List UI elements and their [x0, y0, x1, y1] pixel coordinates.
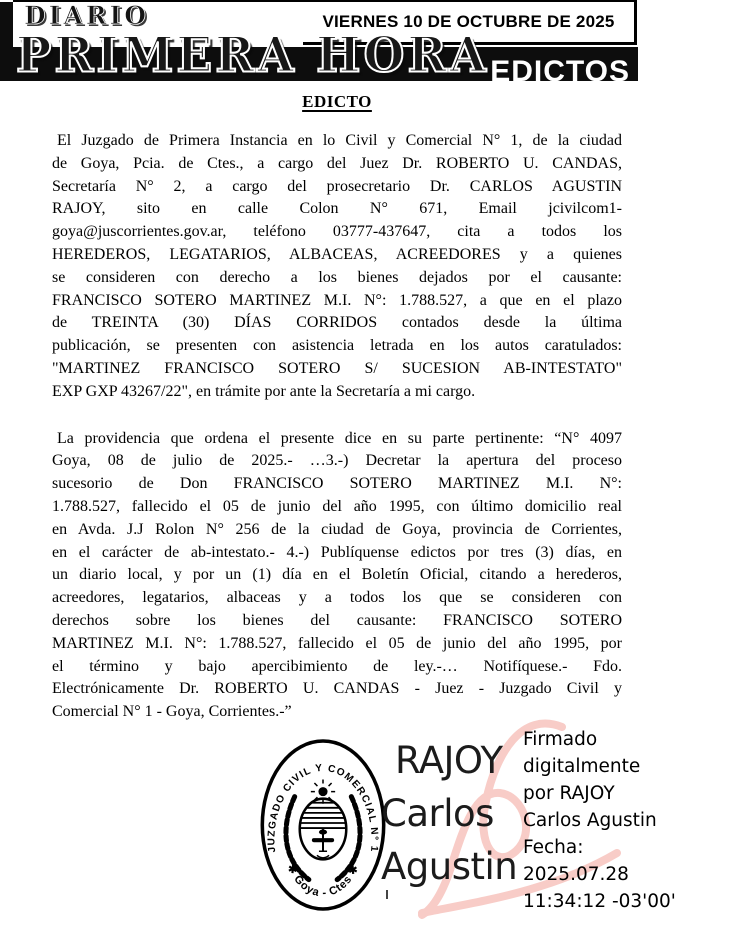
text-line: Secretaría N° 2, a cargo del prosecretario Dr. CARLOS AGUSTIN — [52, 177, 622, 195]
text-line: Firmado — [523, 729, 598, 750]
text-line: acreedores, legatarios, albaceas y a todos los que se consideren con — [52, 589, 622, 607]
newspaper-name-primera-hora: PRIMERA HORA — [16, 27, 489, 85]
issue-date: VIERNES 10 DE OCTUBRE DE 2025 — [322, 12, 615, 31]
text-line: Carlos Agustin — [523, 810, 657, 831]
edict-body — [52, 130, 622, 724]
court-seal — [258, 738, 388, 912]
text-line: publicación, se presenten con asistencia letrada en los autos caratulados: — [52, 337, 622, 355]
text-line: Electrónicamente Dr. ROBERTO U. CANDAS - Juez - Juzgado Civil y — [52, 680, 622, 698]
text-line: se consideren con derecho a los bienes dejados por el causante: — [52, 268, 622, 286]
text-line: de Goya, Pcia. de Ctes., a cargo del Juez Dr. ROBERTO U. CANDAS, — [52, 154, 622, 172]
text-line: digitalmente — [523, 756, 641, 777]
text-line: derechos sobre los bienes del causante: FRANCISCO SOTERO — [52, 611, 622, 629]
text-line: Goya, 08 de julio de 2025.- …3.-) Decretar la apertura del proceso — [52, 452, 622, 470]
text-line: sucesorio de Don FRANCISCO SOTERO MARTINEZ M.I. N°: — [52, 475, 622, 493]
text-line: Carlos — [381, 792, 494, 835]
text-line: Agustin — [381, 845, 518, 888]
text-line: en Avda. J.J Rolon N° 256 de la ciudad de Goya, provincia de Corrientes, — [52, 520, 622, 538]
text-line: 11:34:12 -03'00' — [523, 891, 676, 912]
seal-bottom-text: ✱ Goya - Ctes ✱ — [284, 862, 362, 900]
text-line: goya@juscorrientes.gov.ar, teléfono 03777-437647, cita a todos los — [52, 223, 622, 241]
text-line: RAJOY — [395, 739, 503, 782]
text-line: HEREDEROS, LEGATARIOS, ALBACEAS, ACREEDORES y a quienes — [52, 245, 622, 263]
text-line: de TREINTA (30) DÍAS CORRIDOS contados desde la última — [52, 314, 622, 332]
edict-paragraph-2 — [52, 428, 622, 724]
text-line: MARTINEZ M.I. N°: 1.788.527, fallecido el 05 de junio del año 1995, por — [52, 634, 622, 652]
text-line: por RAJOY — [523, 783, 615, 804]
edict-paragraph-1 — [52, 130, 622, 404]
coat-of-arms-icon — [286, 779, 360, 879]
text-line: Fecha: — [523, 837, 584, 858]
signer-name — [381, 734, 517, 893]
seal-top-text: JUZGADO CIVIL Y COMERCIAL N° 1 — [266, 762, 380, 854]
text-line: 1.788.527, fallecido el 05 de junio del año 1995, con último domicilio real — [52, 497, 622, 515]
stray-mark — [386, 890, 388, 899]
text-line: El Juzgado de Primera Instancia en lo Civil y Comercial N° 1, de la ciudad — [57, 132, 622, 149]
text-line: EXP GXP 43267/22", en trámite por ante la Secretaría a mi cargo. — [52, 382, 476, 400]
text-line: en el carácter de ab-intestato.- 4.-) Publíquense edictos por tres (3) días, en — [52, 543, 622, 561]
text-line: Comercial N° 1 - Goya, Corrientes.-” — [52, 703, 292, 721]
text-line: el término y bajo apercibimiento de ley.-… Notifíquese.- Fdo. — [52, 657, 622, 675]
text-line: "MARTINEZ FRANCISCO SOTERO S/ SUCESION AB-INTESTATO" — [52, 359, 622, 377]
text-line: RAJOY, sito en calle Colon N° 671, Email jcivilcom1- — [52, 200, 622, 218]
text-line: La providencia que ordena el presente dice en su parte pertinente: “N° 4097 — [57, 429, 622, 447]
digital-signature-details — [523, 726, 676, 915]
edict-title: EDICTO — [302, 92, 372, 111]
newspaper-name-diario: DIARIO — [24, 1, 150, 30]
section-label: EDICTOS — [490, 55, 630, 81]
text-line: 2025.07.28 — [523, 864, 629, 885]
text-line: FRANCISCO SOTERO MARTINEZ M.I. N°: 1.788.527, a que en el plazo — [52, 291, 622, 309]
text-line: un diario local, y por un (1) día en el Boletín Oficial, citando a herederos, — [52, 566, 622, 584]
